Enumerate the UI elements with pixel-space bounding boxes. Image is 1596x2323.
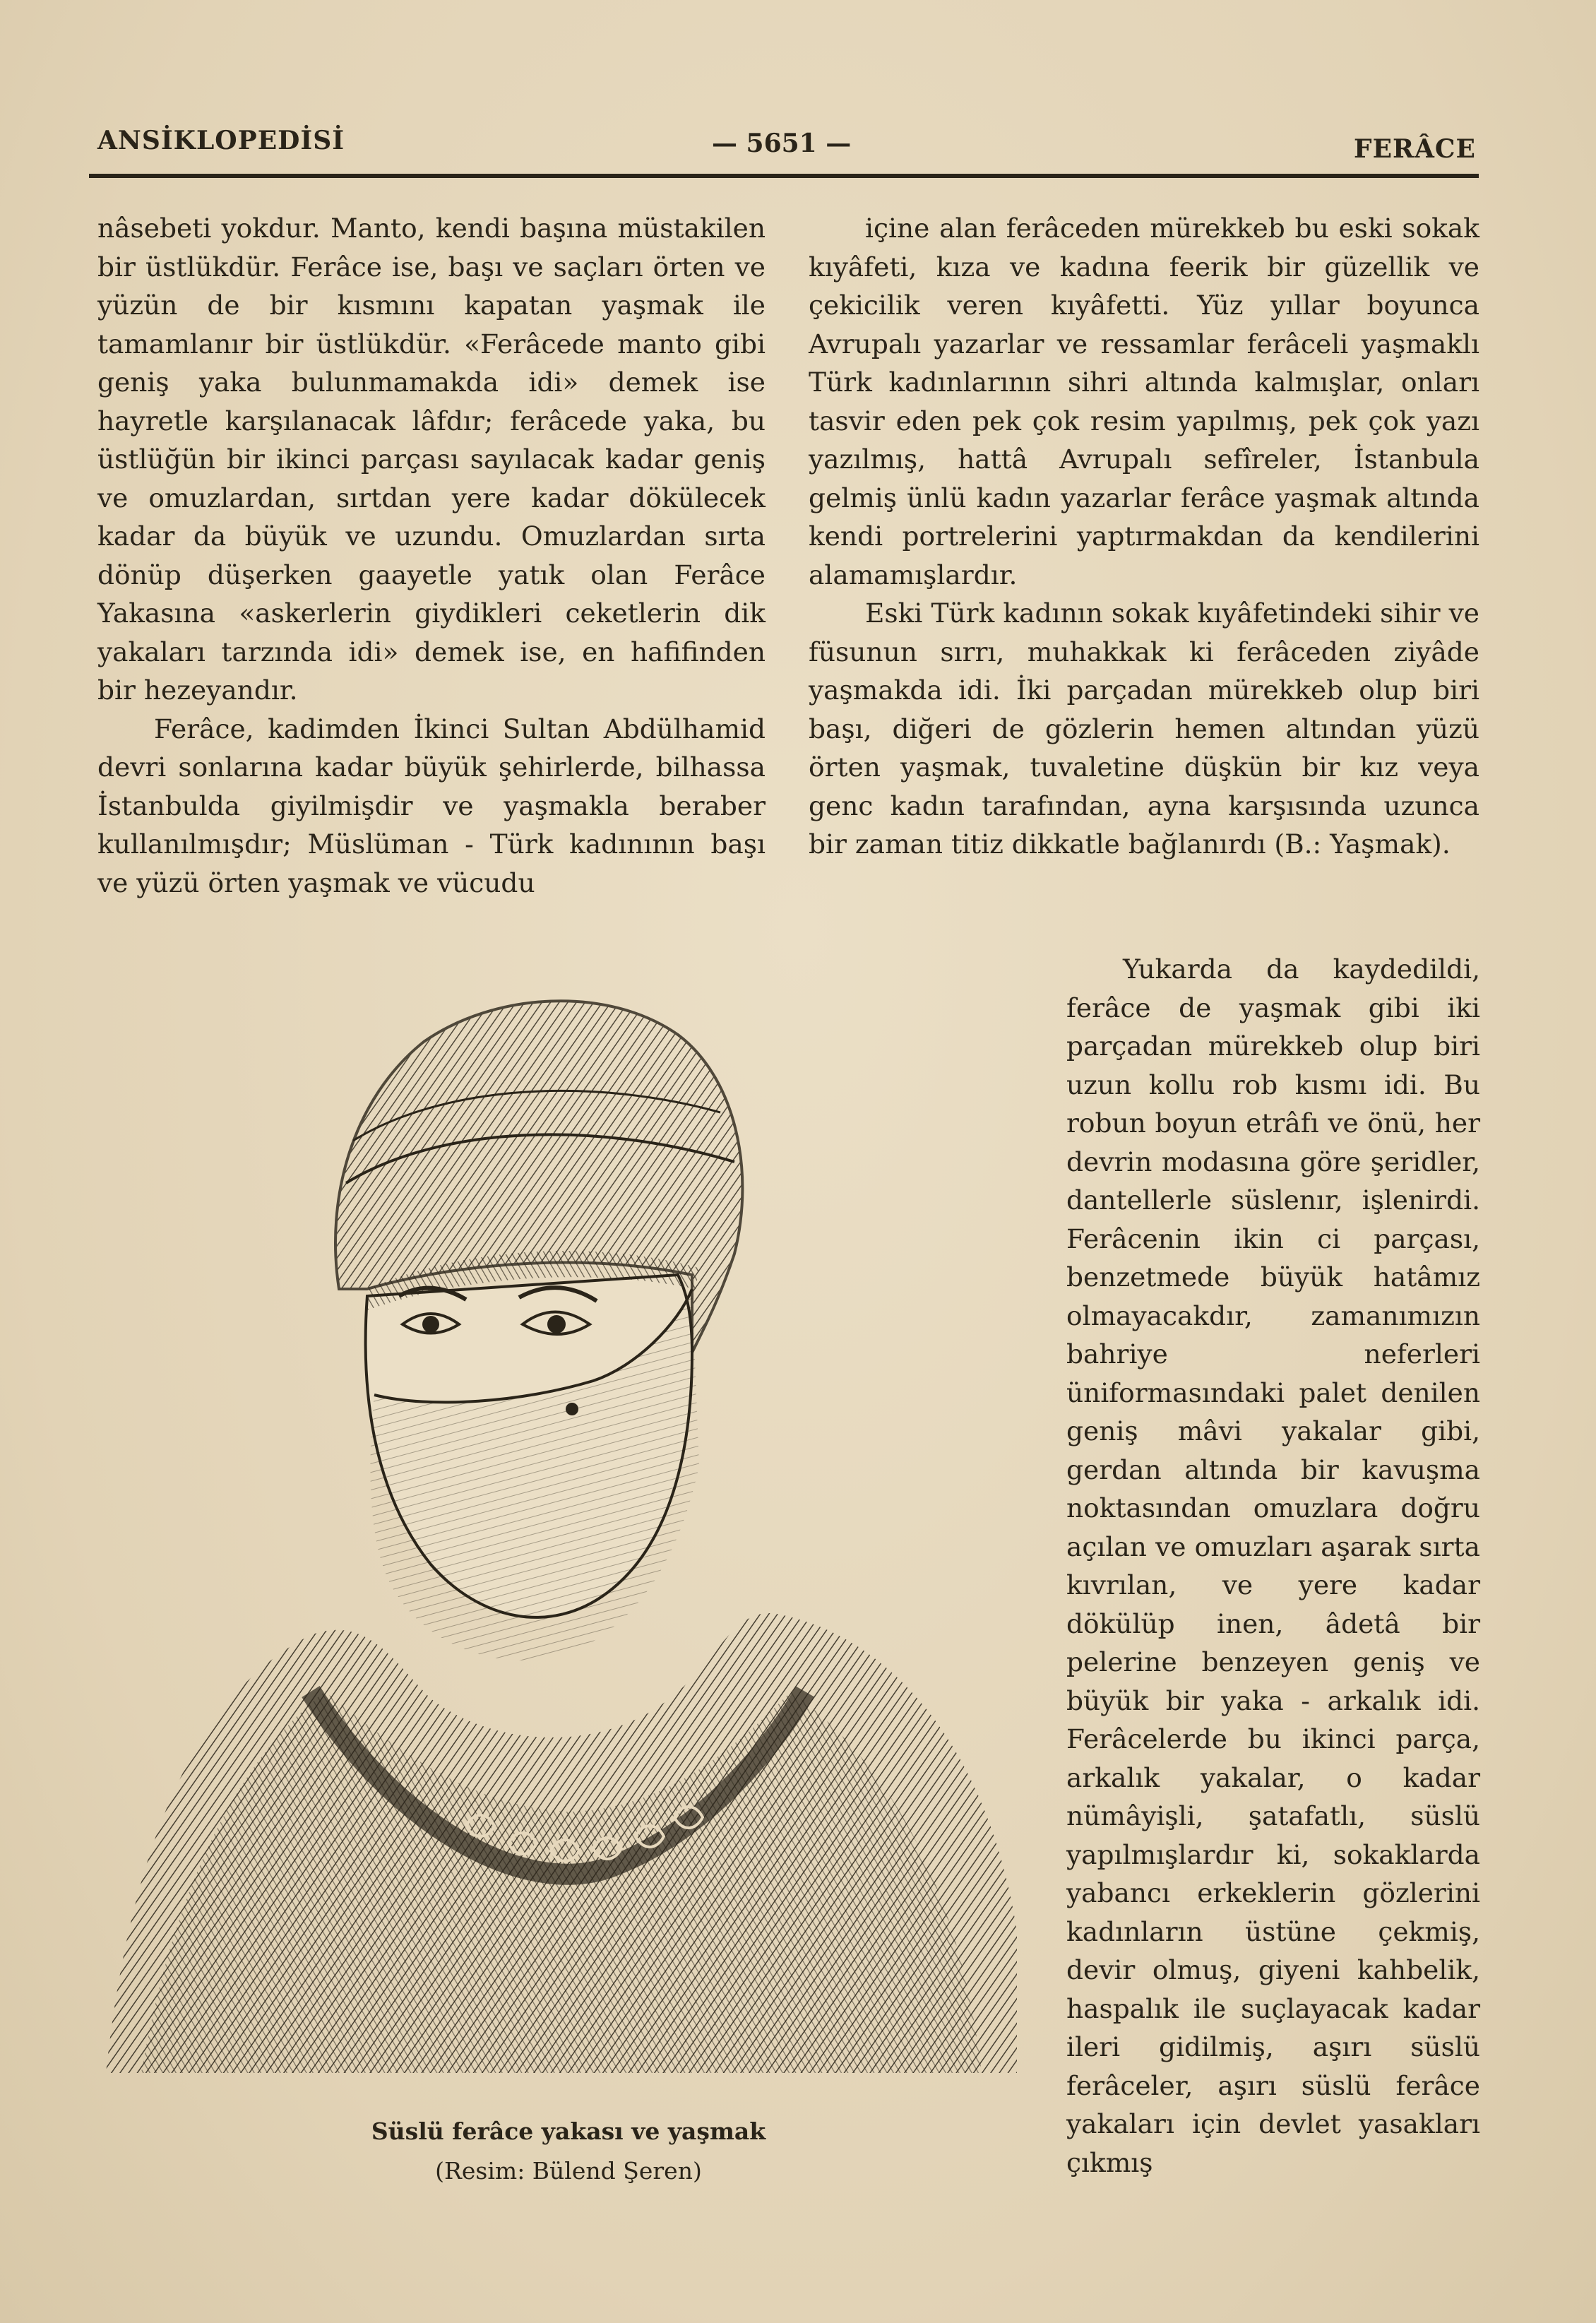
paragraph: Yukarda da kaydedildi, ferâce de yaşmak gibi iki parçadan mürekkeb olup biri uzun kollu rob kısmı idi. Bu robun boyun etrâfı ve önü, her devrin modasına göre şeridler, dantellerle süslenır, işlenirdi. Ferâcenin ikin ci parçası, benzetmede büyük hatâmız olmayacakdır, zamanımızın bahriye neferleri üniformasındaki palet denilen geniş mâvi yakalar gibi, gerdan altında bir kavuşma noktasından omuzlara doğru açılan ve omuzları aşarak sırta kıvrılan, ve yere kadar dökülüp inen, âdetâ bir pelerine benzeyen geniş ve büyük bir yaka - arkalık idi. Ferâcelerde bu ikinci parça, arkalık yakalar, o kadar nümâyişli, şatafatlı, süslü yapılmışlardır ki, sokaklarda yabancı erkeklerin gözlerini kadınların üstüne çekmiş, devir olmuş, giyeni kahbelik, haspalık ile suçlayacak kadar ileri gidilmiş, aşırı süslü ferâceler, aşırı süslü ferâce yakaları için devlet yasakları çıkmış bbox=[1066, 953, 1480, 2178]
paragraph: Ferâce, kadimden İkinci Sultan Abdülhamid devri sonlarına kadar büyük şehirlerde, bilhassa İstanbulda giyilmişdir ve yaşmakla beraber kullanılmışdır; Müslüman - Türk kadınının başı ve yüzü örten yaşmak ve vücudu bbox=[97, 713, 766, 898]
figure-credit: (Resim: Bülend Şeren) bbox=[435, 2157, 702, 2185]
running-head-right: FERÂCE bbox=[1354, 134, 1476, 164]
paragraph: nâsebeti yokdur. Manto, kendi başına müstakilen bir üstlükdür. Ferâce ise, başı ve saçları örten ve yüzün de bir kısmını kapatan yaşmak ile tamamlanır bir üstlükdür. «Ferâcede manto gibi geniş yaka bulunmamakda idi» demek ise hayretle karşılanacak lâfdır; ferâcede yaka, bu üstlüğün bir ikinci parçası sayılacak kadar geniş ve omuzlardan, sırtdan yere kadar dökülecek kadar da büyük ve uzundu. Omuzlardan sırta dönüp düşerken gaayetle yatık olan Ferâce Yakasına «askerlerin giydikleri ceketlerin dik yakaları tarzında idi» demek ise, en hafifinden bir hezeyandır. bbox=[97, 213, 766, 706]
side-column bbox=[1066, 950, 1480, 2182]
page-number: — 5651 — bbox=[712, 129, 852, 158]
portrait-illustration bbox=[99, 957, 1038, 2101]
header-rule bbox=[89, 174, 1479, 178]
figure-caption: Süslü ferâce yakası ve yaşmak bbox=[371, 2117, 766, 2145]
page-header bbox=[97, 126, 1476, 168]
paragraph: içine alan ferâceden mürekkeb bu eski sokak kıyâfeti, kıza ve kadına feerik bir güzellik ve çekicilik veren kıyâfetti. Yüz yıllar boyunca Avrupalı yazarlar ve ressamlar ferâceli yaşmaklı Türk kadınlarının sihri altında kalmışlar, onları tasvir eden pek çok resim yapılmış, pek çok yazı yazılmış, hattâ Avrupalı sefîreler, İstanbula gelmiş ünlü kadın yazarlar ferâce yaşmak altında kendi portrelerini yaptırmakdan da kendilerini alamamışlardır. bbox=[809, 213, 1479, 590]
woman-in-yashmak-drawing bbox=[99, 957, 1038, 2101]
running-head-left: ANSİKLOPEDİSİ bbox=[97, 126, 345, 155]
right-column bbox=[809, 209, 1479, 864]
paragraph: Eski Türk kadının sokak kıyâfetindeki sihir ve füsunun sırrı, muhakkak ki ferâceden ziyâde yaşmakda idi. İki parçadan mürekkeb olup biri başı, diğeri de gözlerin hemen altından yüzü örten yaşmak, tuvaletine düşkün bir kız veya genc kadın tarafından, ayna karşısında uzunca bir zaman titiz dikkatle bağlanırdı (B.: Yaşmak). bbox=[809, 598, 1479, 860]
left-column bbox=[97, 209, 766, 902]
